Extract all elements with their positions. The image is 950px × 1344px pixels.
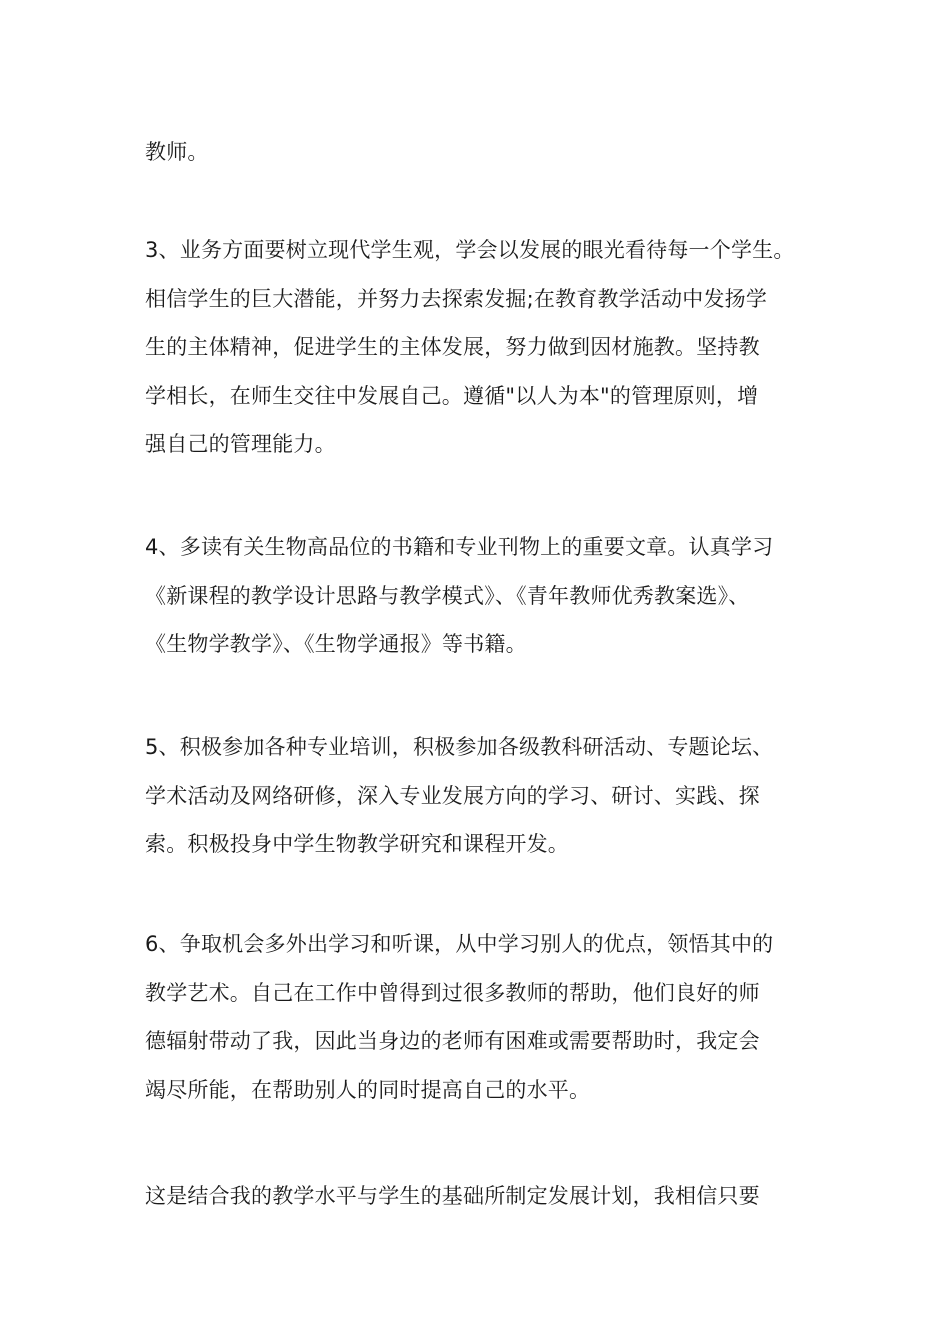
text-line: 教师。 bbox=[145, 140, 209, 164]
text-line: 3、业务方面要树立现代学生观，学会以发展的眼光看待每一个学生。 bbox=[145, 238, 795, 262]
text-line: 《新课程的教学设计思路与教学模式》、《青年教师优秀教案选》、 bbox=[145, 583, 750, 608]
text-line: 相信学生的巨大潜能，并努力去探索发掘;在教育教学活动中发扬学 bbox=[145, 286, 768, 311]
text-line: 这是结合我的教学水平与学生的基础所制定发展计划，我相信只要 bbox=[145, 1184, 760, 1208]
paragraph-item-3 bbox=[145, 226, 825, 469]
paragraph-item-4 bbox=[145, 523, 825, 669]
paragraph-item-5 bbox=[145, 723, 825, 869]
text-line: 5、积极参加各种专业培训，积极参加各级教科研活动、专题论坛、 bbox=[145, 735, 774, 759]
text-line: 生的主体精神，促进学生的主体发展，努力做到因材施教。坚持教 bbox=[145, 335, 760, 360]
text-line: 《生物学教学》、《生物学通报》等书籍。 bbox=[145, 632, 527, 657]
text-line: 竭尽所能，在帮助别人的同时提高自己的水平。 bbox=[145, 1077, 591, 1102]
text-line: 学术活动及网络研修，深入专业发展方向的学习、研讨、实践、探 bbox=[145, 783, 760, 808]
text-line: 索。积极投身中学生物教学研究和课程开发。 bbox=[145, 832, 569, 857]
text-line: 教学艺术。自己在工作中曾得到过很多教师的帮助，他们良好的师 bbox=[145, 980, 760, 1005]
paragraph-continuation bbox=[145, 128, 825, 177]
text-line: 6、争取机会多外出学习和听课，从中学习别人的优点，领悟其中的 bbox=[145, 932, 774, 956]
paragraph-conclusion bbox=[145, 1172, 825, 1221]
text-line: 强自己的管理能力。 bbox=[145, 432, 336, 457]
text-line: 学相长，在师生交往中发展自己。遵循"以人为本"的管理原则，增 bbox=[145, 383, 759, 408]
text-line: 德辐射带动了我，因此当身边的老师有困难或需要帮助时，我定会 bbox=[145, 1029, 760, 1054]
text-line: 4、多读有关生物高品位的书籍和专业刊物上的重要文章。认真学习 bbox=[145, 535, 774, 559]
paragraph-item-6 bbox=[145, 920, 825, 1114]
